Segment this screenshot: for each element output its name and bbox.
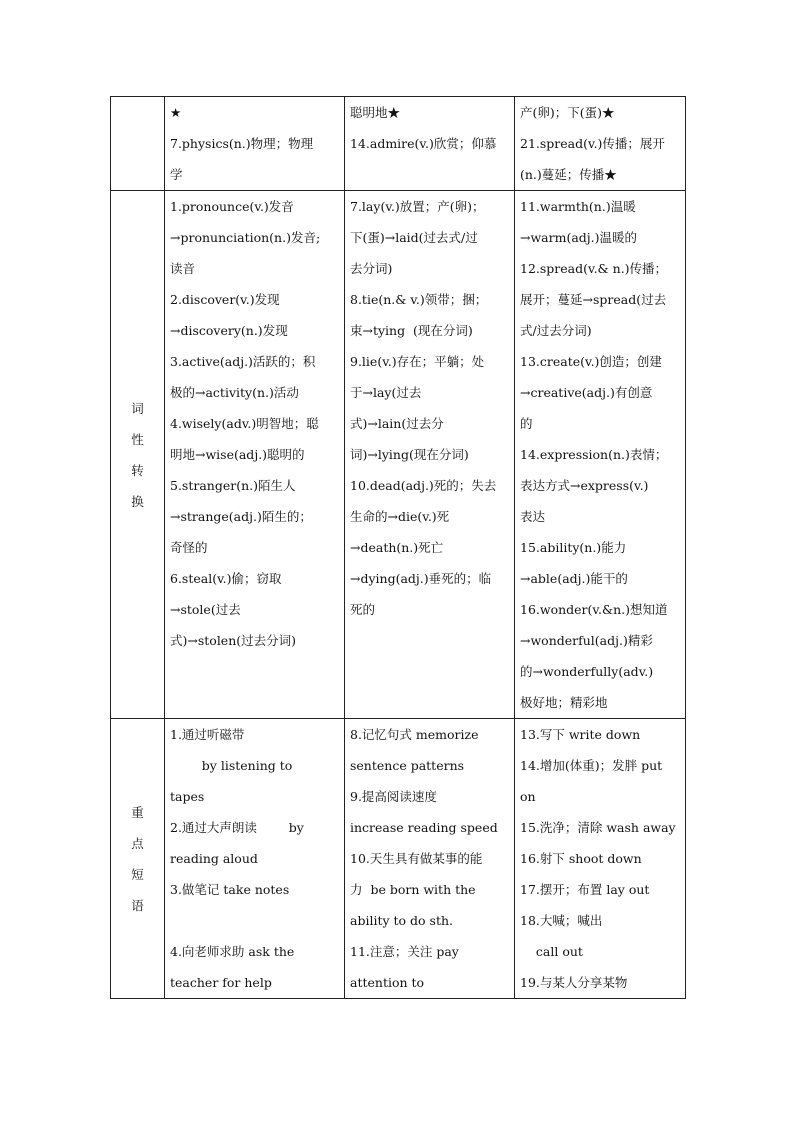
cell-line: 13.create(v.)创造；创建 <box>520 354 662 369</box>
cell-line: on <box>520 789 536 804</box>
cell-line: →creative(adj.)有创意 <box>520 385 653 400</box>
category-cell <box>111 719 165 999</box>
cell-line: →warm(adj.)温暖的 <box>520 230 638 245</box>
cell-line: 15.ability(n.)能力 <box>520 540 627 555</box>
cell-line: →discovery(n.)发现 <box>170 323 288 338</box>
cell-line: 转 <box>131 462 144 478</box>
cell-line: 去分词) <box>350 261 393 276</box>
cell-line: 的→wonderfully(adv.) <box>520 664 654 679</box>
cell-line: →pronunciation(n.)发音; <box>170 230 321 245</box>
cell-line: ★ <box>170 105 182 120</box>
category-cell <box>111 97 165 191</box>
table-row <box>111 191 686 719</box>
cell-line: 束→tying (现在分词) <box>350 323 473 338</box>
cell-line: call out <box>520 944 583 959</box>
cell-line: 1.pronounce(v.)发音 <box>170 199 294 214</box>
cell-line: 2.discover(v.)发现 <box>170 292 280 307</box>
cell-line: 明地→wise(adj.)聪明的 <box>170 447 305 462</box>
cell-line: 词 <box>131 400 144 416</box>
cell-line: teacher for help <box>170 975 272 990</box>
cell-line: 15.洗净；清除 wash away <box>520 820 676 835</box>
cell-line: 8.记忆句式 memorize <box>350 727 479 742</box>
cell-line: 11.注意；关注 pay <box>350 944 459 959</box>
cell-line: 21.spread(v.)传播；展开 <box>520 136 665 151</box>
cell-line: attention to <box>350 975 425 990</box>
cell-line: 7.physics(n.)物理；物理 <box>170 136 314 151</box>
cell-line: reading aloud <box>170 851 258 866</box>
cell-line: 于→lay(过去 <box>350 385 422 400</box>
cell-line: 11.warmth(n.)温暖 <box>520 199 636 214</box>
cell-line: 4.wisely(adv.)明智地；聪 <box>170 416 319 431</box>
cell-line: 18.大喊；喊出 <box>520 913 603 928</box>
cell-line: increase reading speed <box>350 820 498 835</box>
cell-line: →strange(adj.)陌生的； <box>170 509 312 524</box>
cell-line: 奇怪的 <box>170 540 208 555</box>
cell-line: 12.spread(v.& n.)传播； <box>520 261 668 276</box>
cell-line: →stole(过去 <box>170 602 241 617</box>
cell-line: 性 <box>131 431 144 447</box>
cell-line: 3.active(adj.)活跃的；积 <box>170 354 316 369</box>
table-row <box>111 719 686 999</box>
cell-line: 式)→lain(过去分 <box>350 416 444 431</box>
cell-line: 6.steal(v.)偷；窃取 <box>170 571 282 586</box>
cell-line: 表达 <box>520 509 546 524</box>
cell-line: 9.lie(v.)存在；平躺；处 <box>350 354 485 369</box>
cell-line: ability to do sth. <box>350 913 453 928</box>
cell-line: 式)→stolen(过去分词) <box>170 633 297 648</box>
cell-line: 重 <box>131 804 144 820</box>
cell-line: →dying(adj.)垂死的；临 <box>350 571 492 586</box>
cell-line: 3.做笔记 take notes <box>170 882 290 897</box>
cell-line: 16.射下 shoot down <box>520 851 642 866</box>
cell-line: 16.wonder(v.&n.)想知道 <box>520 602 668 617</box>
cell-line: 式/过去分词) <box>520 323 592 338</box>
cell-line: 换 <box>131 493 144 509</box>
cell-line: 5.stranger(n.)陌生人 <box>170 478 296 493</box>
table-cell <box>345 97 515 191</box>
cell-line: 4.向老师求助 ask the <box>170 944 295 959</box>
cell-line: 力 be born with the <box>350 882 476 897</box>
cell-line: 13.写下 write down <box>520 727 641 742</box>
cell-line: 14.admire(v.)欣赏；仰慕 <box>350 136 497 151</box>
cell-line: sentence patterns <box>350 758 465 773</box>
cell-line: 生命的→die(v.)死 <box>350 509 450 524</box>
cell-line: 17.摆开；布置 lay out <box>520 882 650 897</box>
cell-line: 19.与某人分享某物 <box>520 975 628 990</box>
cell-line: 14.expression(n.)表情； <box>520 447 668 462</box>
cell-line: 语 <box>131 897 144 913</box>
cell-line: 下(蛋)→laid(过去式/过 <box>350 230 478 245</box>
table-cell <box>515 97 686 191</box>
cell-line <box>170 905 339 936</box>
cell-line: 死的 <box>350 602 376 617</box>
cell-line: by listening to <box>170 758 293 773</box>
cell-line: 1.通过听磁带 <box>170 727 245 742</box>
table-cell <box>345 191 515 719</box>
cell-line: →death(n.)死亡 <box>350 540 444 555</box>
cell-line: 读音 <box>170 261 196 276</box>
cell-line: 极好地；精彩地 <box>520 695 608 710</box>
table-cell <box>165 191 345 719</box>
cell-line: 学 <box>170 167 183 182</box>
cell-line: 展开；蔓延→spread(过去 <box>520 292 667 307</box>
cell-line: 产(卵)；下(蛋)★ <box>520 105 615 120</box>
cell-line: →wonderful(adj.)精彩 <box>520 633 653 648</box>
table-cell <box>515 719 686 999</box>
vocabulary-table <box>110 96 686 999</box>
cell-line: 表达方式→express(v.) <box>520 478 649 493</box>
table-cell <box>515 191 686 719</box>
category-cell <box>111 191 165 719</box>
cell-line: 10.天生具有做某事的能 <box>350 851 483 866</box>
table-row <box>111 97 686 191</box>
cell-line: 词)→lying(现在分词) <box>350 447 469 462</box>
cell-line: 9.提高阅读速度 <box>350 789 437 804</box>
cell-line: 7.lay(v.)放置；产(卵)； <box>350 199 485 214</box>
table-cell <box>165 719 345 999</box>
table-cell <box>165 97 345 191</box>
cell-line: 极的→activity(n.)活动 <box>170 385 299 400</box>
cell-line: 的 <box>520 416 533 431</box>
cell-line: 14.增加(体重)；发胖 put <box>520 758 663 773</box>
cell-line: 8.tie(n.& v.)领带；捆； <box>350 292 488 307</box>
cell-line: 聪明地★ <box>350 105 401 120</box>
cell-line: 短 <box>131 866 144 882</box>
table-cell <box>345 719 515 999</box>
cell-line: tapes <box>170 789 205 804</box>
cell-line: 10.dead(adj.)死的；失去 <box>350 478 497 493</box>
cell-line: (n.)蔓延；传播★ <box>520 167 617 182</box>
cell-line: 点 <box>131 835 144 851</box>
cell-line: 2.通过大声朗读 by <box>170 820 304 835</box>
cell-line: →able(adj.)能干的 <box>520 571 628 586</box>
